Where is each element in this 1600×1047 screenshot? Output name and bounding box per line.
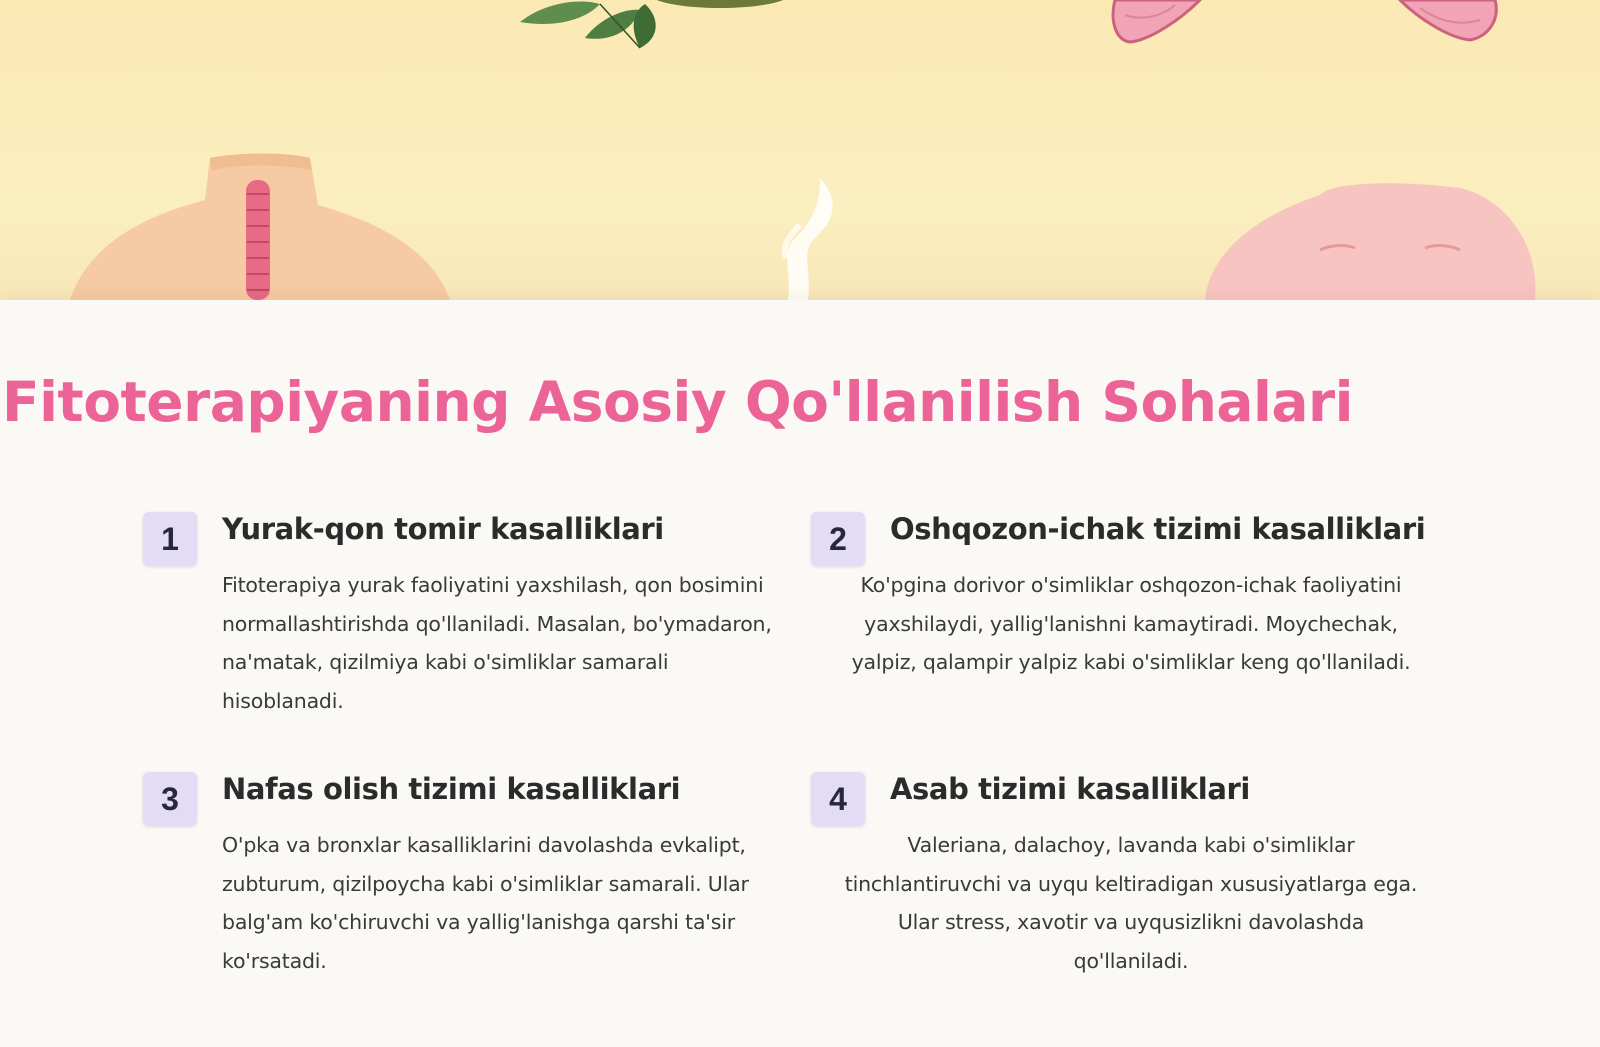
number-badge: 3 [143, 772, 197, 826]
steam-icon [785, 178, 833, 300]
page-title: Fitoterapiyaning Asosiy Qo'llanilish Sohalari [2, 370, 1353, 434]
number-badge: 2 [811, 512, 865, 566]
section-text: Valeriana, dalachoy, lavanda kabi o'simliklar tinchlantiruvchi va uyqu keltiradigan xususiyatlarga ega. Ular stress, xavotir va uyqusizlikni davolashda qo'llaniladi. [844, 833, 1418, 973]
section-text: O'pka va bronxlar kasalliklarini davolashda evkalipt, zubturum, qizilpoycha kabi o'simliklar samarali. Ular balg'am ko'chiruvchi va yallig'lanishga qarshi ta'sir ko'rsatadi. [222, 833, 749, 973]
leaves-icon [520, 0, 790, 48]
section-text: Ko'pgina dorivor o'simliklar oshqozon-ichak faoliyatini yaxshilaydi, yallig'lanishni kamaytiradi. Moychechak, yalpiz, qalampir yalpiz kabi o'simliklar keng qo'llaniladi. [851, 573, 1411, 674]
section-title: Nafas olish tizimi kasalliklari [222, 772, 681, 806]
section-title: Asab tizimi kasalliklari [890, 772, 1250, 806]
section-text: Fitoterapiya yurak faoliyatini yaxshilash, qon bosimini normallashtirishda qo'llaniladi. Masalan, bo'ymadaron, na'matak, qizilmiya kabi o'simliklar samarali hisoblanadi. [222, 573, 772, 713]
number-badge: 4 [811, 772, 865, 826]
throat-icon [70, 154, 450, 301]
number-badge: 1 [143, 512, 197, 566]
hero-illustration [0, 0, 1600, 300]
section-title: Oshqozon-ichak tizimi kasalliklari [890, 512, 1426, 546]
nose-icon [1205, 183, 1536, 300]
illustration-svg [0, 0, 1600, 300]
lungs-icon [1113, 0, 1496, 42]
section-title: Yurak-qon tomir kasalliklari [222, 512, 664, 546]
main-content [0, 300, 1600, 1047]
